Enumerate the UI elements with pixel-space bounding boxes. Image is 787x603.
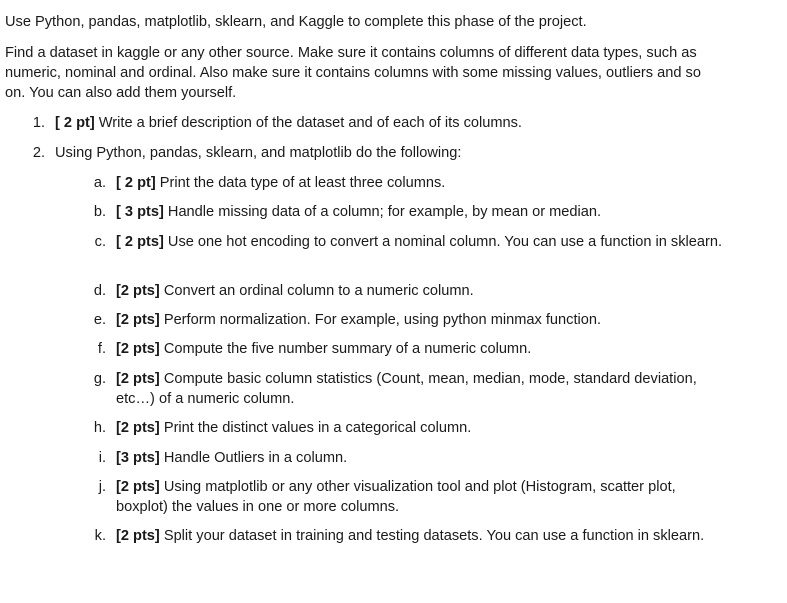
task-content (55, 113, 745, 133)
intro-paragraph: Use Python, pandas, matplotlib, sklearn, and Kaggle to complete this phase of the project. (5, 14, 587, 30)
task-points: [ 2 pt] (55, 115, 95, 131)
subtask-text: Use one hot encoding to convert a nominal column. You can use a function in sklearn. (163, 234, 723, 250)
subtask-content (116, 339, 725, 359)
subtask-content (116, 281, 725, 301)
subtask-marker: j. (98, 479, 106, 495)
subtask-content (116, 173, 725, 193)
subtask-points: [2 pts] (116, 283, 160, 299)
subtask-text: Split your dataset in training and testing datasets. You can use a function in sklearn. (159, 528, 705, 544)
subtask-text: Using matplotlib or any other visualization tool and plot (Histogram, scatter plot, boxplot) the values in one or more columns. (116, 479, 676, 515)
subtask-content (116, 369, 725, 409)
subtask-content (116, 418, 725, 438)
task-marker: 2. (32, 145, 45, 161)
subtask-item-b (5, 202, 725, 222)
subtask-content (116, 526, 725, 546)
subtask-item-h (5, 418, 725, 438)
subtask-item-k (5, 526, 725, 546)
subtask-marker: c. (94, 234, 106, 250)
subtask-marker: f. (97, 341, 106, 357)
subtask-marker: g. (93, 371, 106, 387)
subtask-marker: d. (93, 283, 106, 299)
task-content (55, 143, 745, 163)
task-text: Write a brief description of the dataset and of each of its columns. (94, 115, 522, 131)
subtask-content (116, 232, 725, 252)
subtask-text: Handle missing data of a column; for example, by mean or median. (163, 204, 602, 220)
subtask-text: Convert an ordinal column to a numeric column. (159, 283, 474, 299)
subtask-text: Compute basic column statistics (Count, mean, median, mode, standard deviation, etc…) of a numeric column. (116, 371, 697, 407)
subtask-points: [2 pts] (116, 371, 160, 387)
task-item-1 (5, 113, 745, 133)
subtask-points: [ 2 pts] (116, 234, 164, 250)
subtask-item-e (5, 310, 725, 330)
task-text: Using Python, pandas, sklearn, and matplotlib do the following: (55, 145, 462, 161)
subtask-item-c (5, 232, 725, 252)
subtask-points: [ 2 pt] (116, 175, 156, 191)
subtask-marker: h. (93, 420, 106, 436)
subtask-marker: e. (93, 312, 106, 328)
subtask-item-g (5, 369, 725, 409)
subtask-marker: i. (98, 450, 106, 466)
description-paragraph: Find a dataset in kaggle or any other source. Make sure it contains columns of different data types, such as numeric, nominal and ordinal. Also make sure it contains columns with some missing values, outliers and so on. You can also add them yourself. (5, 45, 701, 101)
subtask-points: [ 3 pts] (116, 204, 164, 220)
task-marker: 1. (32, 115, 45, 131)
subtask-content (116, 202, 725, 222)
subtask-text: Handle Outliers in a column. (159, 450, 348, 466)
subtask-points: [2 pts] (116, 312, 160, 328)
subtask-marker: k. (94, 528, 106, 544)
subtask-item-d (5, 281, 725, 301)
subtask-content (116, 477, 725, 517)
subtask-text: Compute the five number summary of a numeric column. (159, 341, 532, 357)
subtask-item-j (5, 477, 725, 517)
subtask-item-f (5, 339, 725, 359)
subtask-content (116, 448, 725, 468)
subtask-points: [2 pts] (116, 479, 160, 495)
task-item-2 (5, 143, 745, 163)
subtask-item-a (5, 173, 725, 193)
subtask-marker: b. (93, 204, 106, 220)
subtask-points: [2 pts] (116, 528, 160, 544)
subtask-points: [2 pts] (116, 341, 160, 357)
subtask-text: Perform normalization. For example, using python minmax function. (159, 312, 602, 328)
subtask-points: [3 pts] (116, 450, 160, 466)
subtask-text: Print the distinct values in a categorical column. (159, 420, 472, 436)
subtask-content (116, 310, 725, 330)
subtask-marker: a. (93, 175, 106, 191)
subtask-text: Print the data type of at least three columns. (155, 175, 446, 191)
subtask-points: [2 pts] (116, 420, 160, 436)
subtask-item-i (5, 448, 725, 468)
